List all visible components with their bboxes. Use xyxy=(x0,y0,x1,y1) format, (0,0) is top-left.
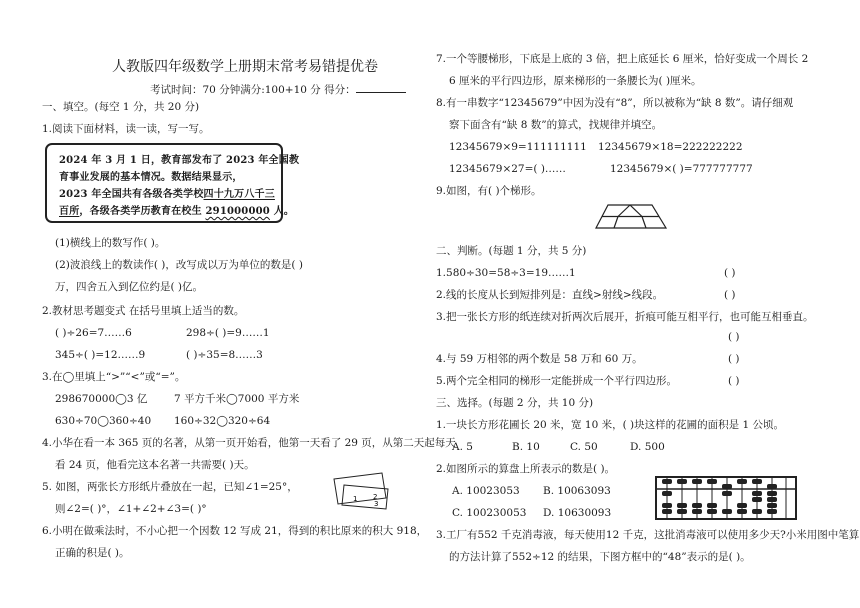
question-2-a: ( )÷26=7……6 xyxy=(55,327,132,339)
judgment-5: 5.两个完全相同的梯形一定能拼成一个平行四边形。 xyxy=(436,375,678,387)
box-line-1: 2024 年 3 月 1 日，教育部发布了 2023 年全国教 xyxy=(59,155,300,166)
section-1-heading: 一、填空。(每空 1 分，共 20 分) xyxy=(42,101,200,113)
overlapping-rectangles-figure xyxy=(330,470,390,514)
question-6-cont: 正确的积是( )。 xyxy=(55,547,130,559)
question-3-b: 7 平方千米◯7000 平方米 xyxy=(174,393,300,405)
question-1: 1.阅读下面材料，读一读，写一写。 xyxy=(42,123,210,135)
question-4-cont: 看 24 页，他看完这本名著一共需要( )天。 xyxy=(55,459,255,471)
question-9: 9.如图，有( )个梯形。 xyxy=(436,185,542,197)
angle-3-label: 3 xyxy=(374,500,379,508)
box-line-3 xyxy=(59,188,275,202)
judgment-4-answer[interactable]: ( ) xyxy=(728,353,740,365)
underlined-number-part1: 四十九万八千三 xyxy=(203,189,275,200)
choice-2-option-d[interactable]: D. 10630093 xyxy=(543,507,612,519)
angle-1-label: 1 xyxy=(353,495,358,503)
judgment-1-answer[interactable]: ( ) xyxy=(724,267,736,279)
judgment-2: 2.线的长度从长到短排列是：直线>射线>线段。 xyxy=(436,289,664,301)
question-8-eq3: 12345679×27=( )…… xyxy=(449,163,566,175)
question-3-d: 160÷32◯320÷64 xyxy=(174,415,271,427)
choice-1-option-b[interactable]: B. 10 xyxy=(512,441,540,453)
question-7-cont: 6 厘米的平行四边形，原来梯形的一条腰长为( )厘米。 xyxy=(449,75,702,87)
judgment-3-answer[interactable]: ( ) xyxy=(728,331,740,343)
question-3-a: 298670000◯3 亿 xyxy=(55,393,148,405)
question-4: 4.小华在看一本 365 页的名著，从第一页开始看，他第一天看了 29 页，从第二天起每天 xyxy=(42,437,456,449)
judgment-2-answer[interactable]: ( ) xyxy=(724,289,736,301)
reading-material-box xyxy=(45,143,300,223)
choice-1-option-a[interactable]: A. 5 xyxy=(452,441,473,453)
choice-1-option-d[interactable]: D. 500 xyxy=(630,441,665,453)
question-3: 3.在◯里填上“>”“<”或“=”。 xyxy=(42,371,186,383)
exam-title: 人教版四年级数学上册期末常考易错提优卷 xyxy=(112,59,378,75)
question-5: 5. 如图，两张长方形纸片叠放在一起，已知∠1=25°， xyxy=(42,481,298,493)
question-5-cont: 则∠2=( )°，∠1+∠2+∠3=( )° xyxy=(55,503,207,515)
question-8-eq2: 12345679×18=222222222 xyxy=(598,141,743,153)
abacus-figure xyxy=(655,476,797,520)
question-2: 2.教材思考题变式 在括号里填上适当的数。 xyxy=(42,305,245,317)
question-8-eq4: 12345679×( )=777777777 xyxy=(610,163,753,175)
question-8: 8.有一串数字“12345679”中因为没有“8”，所以被称为“缺 8 数”。请仔细观 xyxy=(436,97,794,109)
question-3-c: 630÷70◯360÷40 xyxy=(55,415,152,427)
judgment-1: 1.580÷30=58÷3=19……1 xyxy=(436,267,576,279)
wavy-underlined-number: 291000000 xyxy=(205,206,270,217)
section-2-heading: 二、判断。(每题 1 分，共 5 分) xyxy=(436,245,587,257)
question-1-2-cont: 万，四舍五入到亿位约是( )亿。 xyxy=(55,281,204,293)
question-2-b: 298÷( )=9……1 xyxy=(186,327,270,339)
choice-1-option-c[interactable]: C. 50 xyxy=(570,441,598,453)
choice-3-cont: 的方法计算了552÷12 的结果，下图方框中的“48”表示的是( )。 xyxy=(449,551,751,563)
judgment-4: 4.与 59 万相邻的两个数是 58 万和 60 万。 xyxy=(436,353,643,365)
score-blank[interactable] xyxy=(356,81,406,93)
box-line-4 xyxy=(59,205,294,219)
box-line-3-text: 2023 年全国共有各级各类学校 xyxy=(59,189,204,200)
question-1-1: (1)横线上的数写作( )。 xyxy=(55,237,166,249)
box-line-4-text: ，各级各类学历教育在校生 xyxy=(79,206,206,217)
box-line-2: 育事业发展的基本情况。数据结果显示， xyxy=(59,172,243,183)
exam-info-text: 考试时间：70 分钟满分:100+10 分 得分： xyxy=(150,84,356,96)
choice-2-option-b[interactable]: B. 10063093 xyxy=(543,485,611,497)
choice-2-option-a[interactable]: A. 10023053 xyxy=(452,485,520,497)
question-8-eq1: 12345679×9=111111111 xyxy=(449,141,587,153)
question-2-c: 345÷( )=12……9 xyxy=(55,349,146,361)
question-7: 7.一个等腰梯形，下底是上底的 3 倍，把上底延长 6 厘米，恰好变成一个周长 2 xyxy=(436,53,809,65)
question-8-cont: 察下面含有“缺 8 数”的算式，找规律并填空。 xyxy=(449,119,663,131)
choice-3: 3.工厂有552 千克消毒液，每天使用12 千克，这批消毒液可以使用多少天?小米用图中笔算 xyxy=(436,529,860,541)
choice-2: 2.如图所示的算盘上所表示的数是( )。 xyxy=(436,463,616,475)
question-1-2: (2)波浪线上的数读作( )，改写成以万为单位的数是( ) xyxy=(55,259,303,271)
question-6: 6.小明在做乘法时，不小心把一个因数 12 写成 21，得到的积比原来的积大 918， xyxy=(42,525,428,537)
choice-1: 1.一块长方形花圃长 20 米，宽 10 米，( )块这样的花圃的面积是 1 公顷。 xyxy=(436,419,784,431)
choice-2-option-c[interactable]: C. 100230053 xyxy=(452,507,527,519)
box-line-4-end: 人。 xyxy=(269,206,295,217)
judgment-5-answer[interactable]: ( ) xyxy=(728,375,740,387)
exam-info xyxy=(150,81,406,97)
angle-2-label: 2 xyxy=(373,493,378,501)
section-3-heading: 三、选择。(每题 2 分，共 10 分) xyxy=(436,397,594,409)
trapezoid-figure xyxy=(592,202,670,232)
question-2-d: ( )÷35=8……3 xyxy=(186,349,263,361)
judgment-3: 3.把一张长方形的纸连续对折两次后展开，折痕可能互相平行，也可能互相垂直。 xyxy=(436,311,814,323)
underlined-number-part2: 百所 xyxy=(59,206,80,217)
